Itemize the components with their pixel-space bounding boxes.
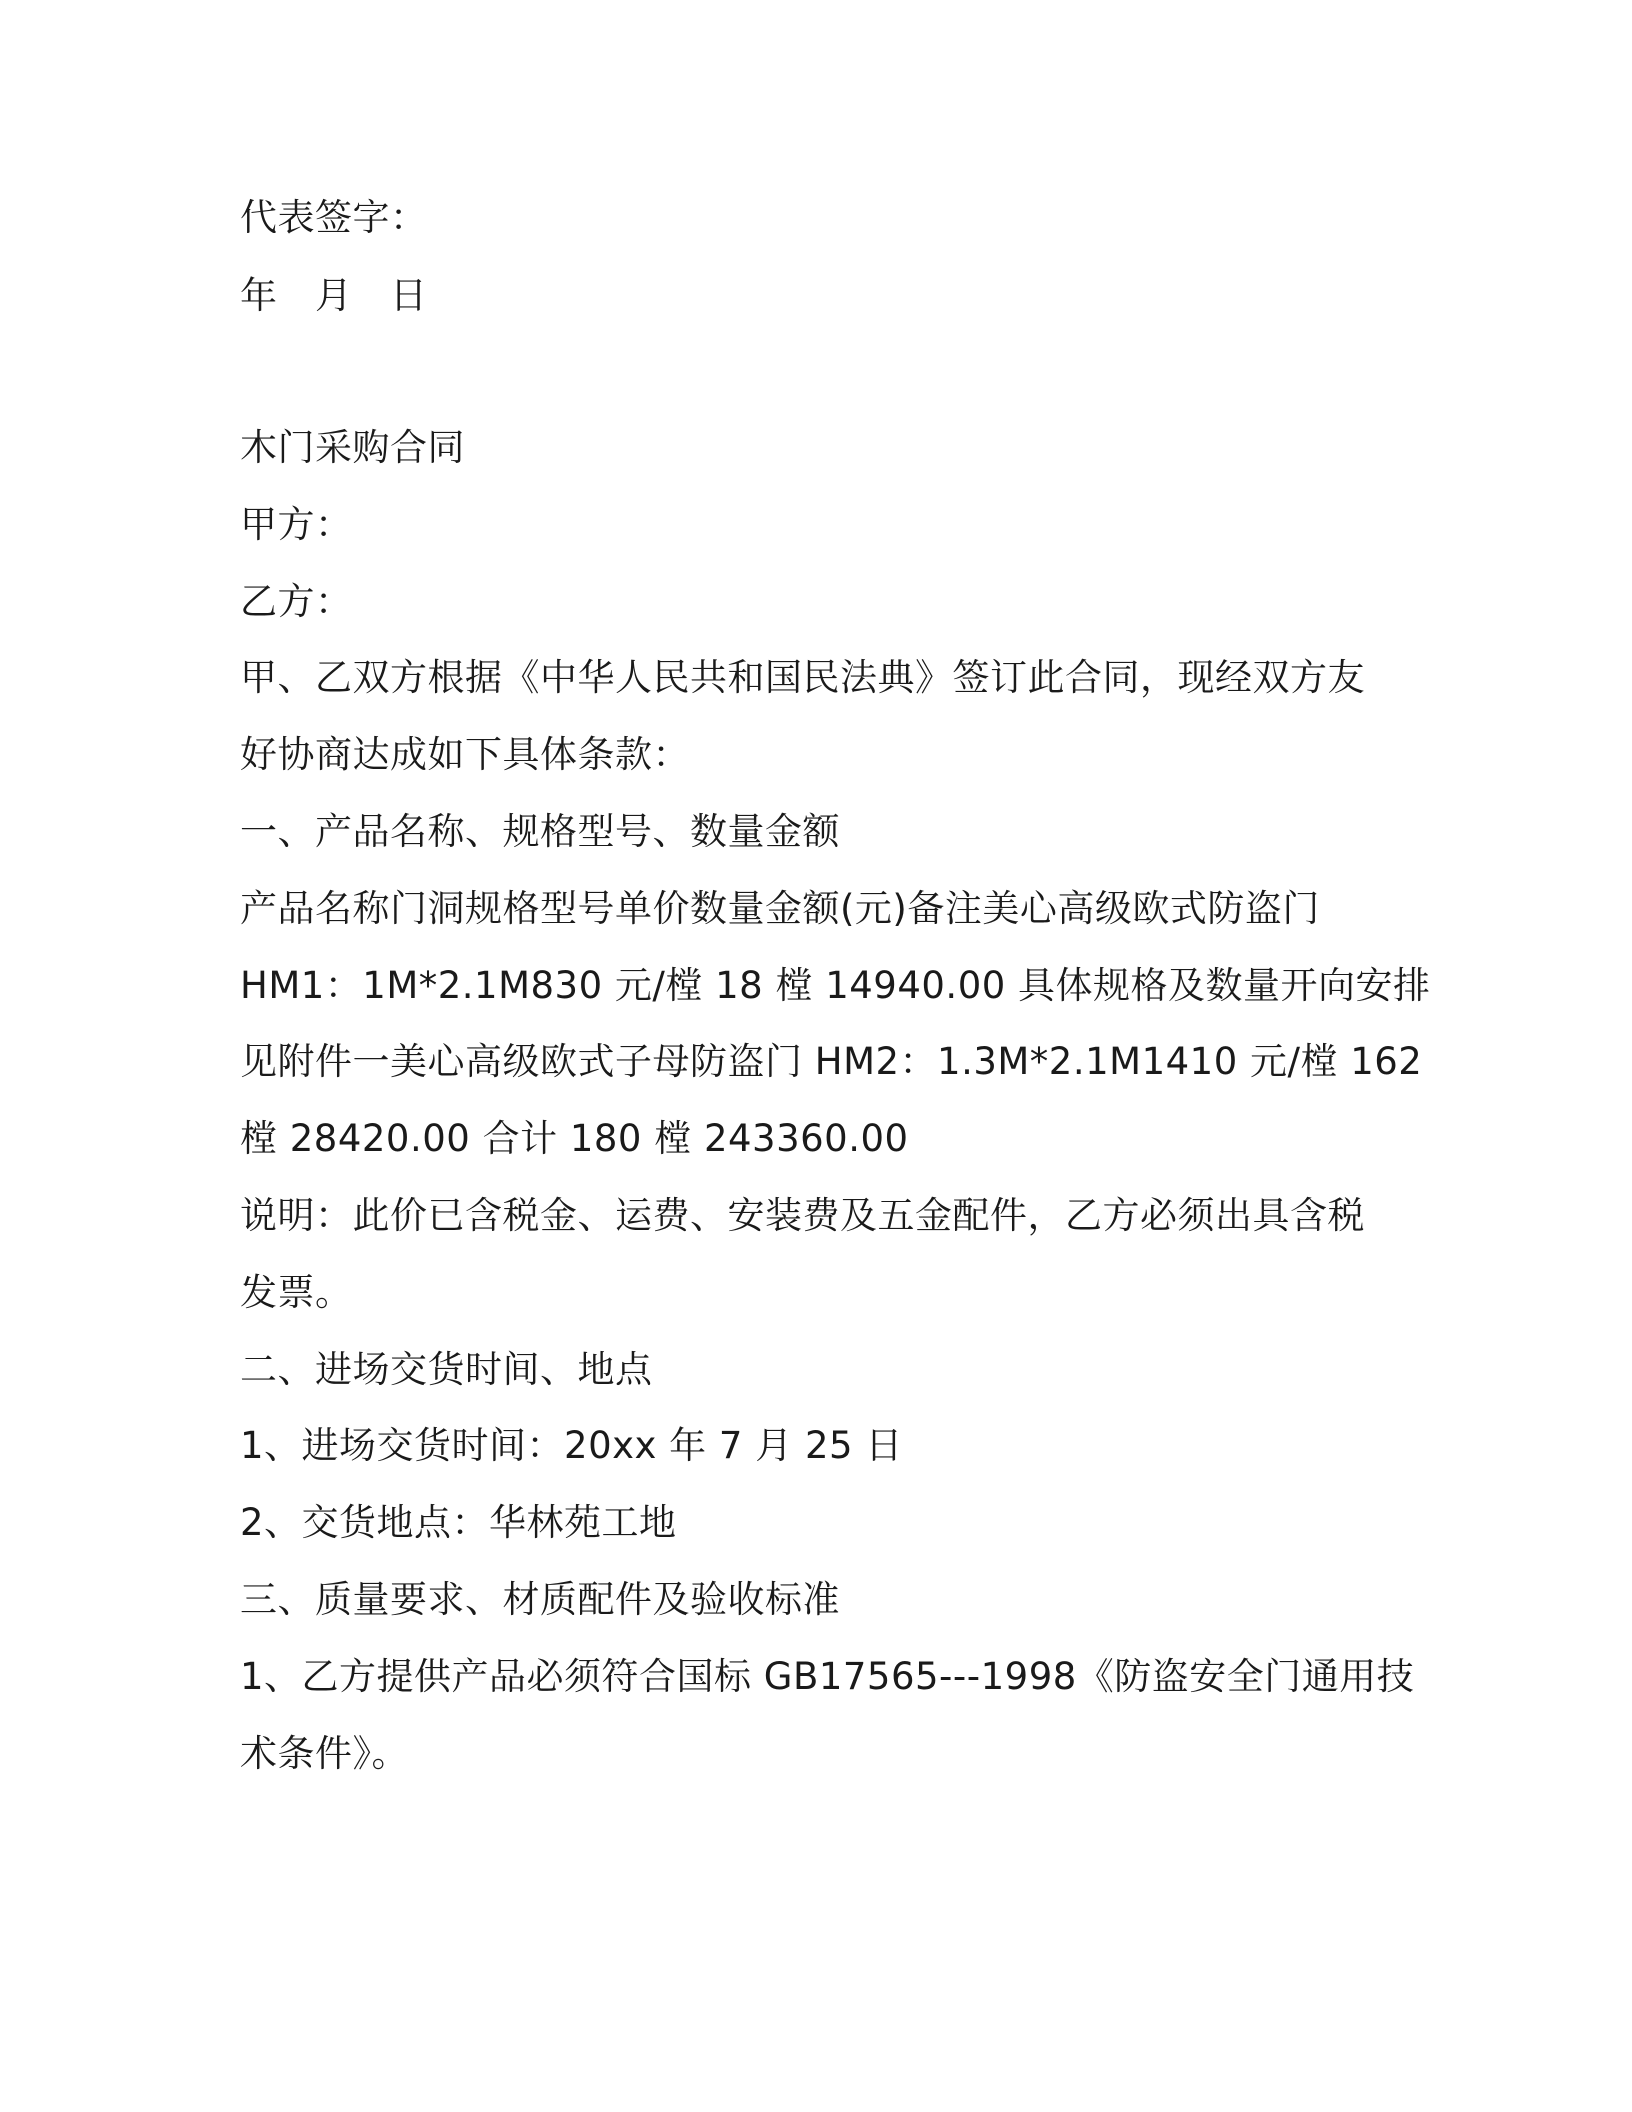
product-line-2: HM1：1M*2.1M830 元/樘 18 樘 14940.00 具体规格及数量开向安排	[240, 964, 1431, 1007]
product-line-3: 见附件一美心高级欧式子母防盗门 HM2：1.3M*2.1M1410 元/樘 162	[240, 1040, 1423, 1083]
product-line-1: 产品名称门洞规格型号单价数量金额(元)备注美心高级欧式防盗门	[240, 887, 1320, 930]
contract-title: 木门采购合同	[240, 426, 465, 469]
intro-paragraph-line-1: 甲、乙双方根据《中华人民共和国民法典》签订此合同，现经双方友	[240, 656, 1365, 699]
quality-line-1: 1、乙方提供产品必须符合国标 GB17565---1998《防盗安全门通用技	[240, 1655, 1415, 1698]
party-a-label: 甲方：	[240, 503, 353, 546]
signature-label: 代表签字：	[240, 196, 428, 239]
date-line: 年 月 日	[240, 274, 428, 317]
intro-paragraph-line-2: 好协商达成如下具体条款：	[240, 733, 690, 776]
note-line-2: 发票。	[240, 1271, 353, 1314]
section-3-heading: 三、质量要求、材质配件及验收标准	[240, 1578, 840, 1621]
section-2-heading: 二、进场交货时间、地点	[240, 1348, 653, 1391]
delivery-time: 1、进场交货时间：20xx 年 7 月 25 日	[240, 1424, 903, 1467]
note-line-1: 说明：此价已含税金、运费、安装费及五金配件，乙方必须出具含税	[240, 1194, 1365, 1237]
party-b-label: 乙方：	[240, 580, 353, 623]
section-1-heading: 一、产品名称、规格型号、数量金额	[240, 810, 840, 853]
product-line-4: 樘 28420.00 合计 180 樘 243360.00	[240, 1117, 909, 1160]
delivery-location: 2、交货地点：华林苑工地	[240, 1501, 677, 1544]
quality-line-2: 术条件》。	[240, 1732, 409, 1775]
